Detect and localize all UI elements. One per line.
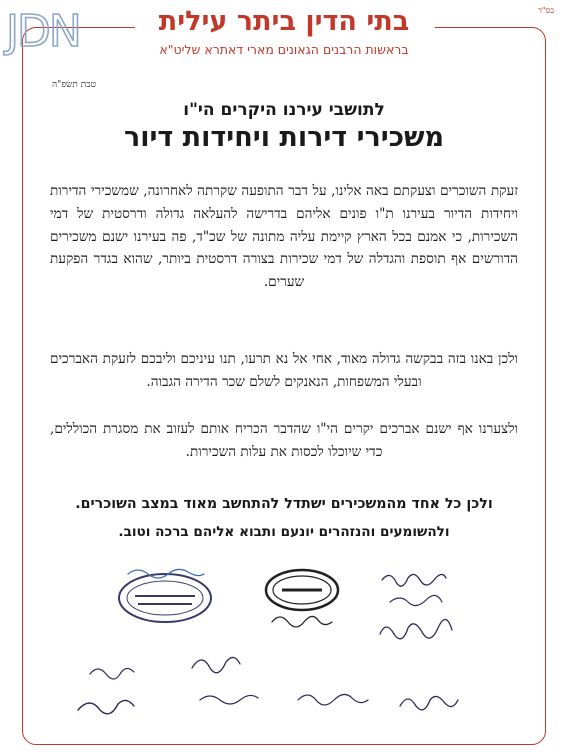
signatures-area xyxy=(50,560,520,735)
signatures-graphic xyxy=(50,560,520,735)
closing-line-2: ולהשומעים והנזהרים יונעם ותבוא אליהם ברכה וטוב. xyxy=(118,524,450,540)
court-subtitle: בראשות הרבנים הגאונים מארי דאתרא שליט"א xyxy=(159,42,409,57)
bsd-mark: בס"ד xyxy=(538,6,554,15)
letter-headline: משכירי דירות ויחידות דיור xyxy=(123,122,445,153)
addressee-line: לתושבי עירנו היקרים הי"ו xyxy=(183,100,385,120)
handwritten-signatures xyxy=(78,569,458,713)
court-stamp-left xyxy=(119,574,211,622)
court-title: בתי הדין ביתר עילית xyxy=(158,6,410,37)
paragraph-1: זעקת השוכרים וצעקתם באה אלינו, על דבר התופעה שקרתה לאחרונה, שמשכירי הדירות ויחידות הדיור בעירנו ת"ו פונים אליהם בדרישה להעלאה גדולה ודרסטית של דמי השכירות, כי אמנם בכל הארץ קיימת עליה מתונה של שכ"ד, פה בעירנו ישנם משכירים הדורשים אף תוספת והגדלה של דמי שכירות בצורה דרסטית ביותר, שהוא בגדר הפקעת שערים. xyxy=(50,183,518,291)
watermark-logo-letters: JDN xyxy=(6,6,80,57)
paragraph-3: ולצערנו אף ישנם אברכים יקרים הי"ו שהדבר הכריח אותם לעזוב את מסגרת הכוללים, כדי שיוכלו לכסות את עלות השכירות. xyxy=(50,421,518,460)
letter-date: טבת תשפ"ה xyxy=(52,80,97,90)
paragraph-2: ולכן באנו בזה בבקשה גדולה מאוד, אחי אל נא תרעו, תנו עיניכם וליבכם לזעקת האברכים ובעלי המשפחות, הנאנקים לשלם שכר הדירה הגבוה. xyxy=(50,351,518,390)
closing-line-1: ולכן כל אחד מהמשכירים ישתדל להתחשב מאוד במצב השוכרים. xyxy=(75,496,493,512)
court-stamp-center xyxy=(266,570,338,610)
